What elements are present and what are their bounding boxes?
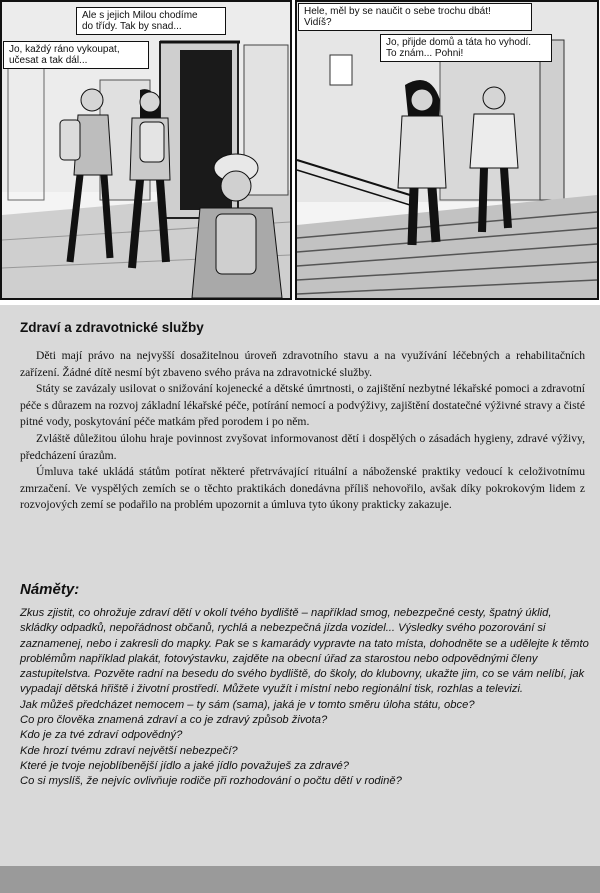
section-title: Zdraví a zdravotnické služby <box>20 320 204 335</box>
speech-bubble: Ale s jejich Milou chodíme do třídy. Tak by snad... <box>76 7 226 35</box>
question: Jak můžeš předcházet nemocem – ty sám (sama), jaká je v tomto směru úloha státu, obce? <box>20 698 475 711</box>
question: Které je tvoje nejoblíbenější jídlo a jaké jídlo považuješ za zdravé? <box>20 759 349 772</box>
paragraph: Státy se zavázaly usilovat o snižování kojenecké a dětské úmrtnosti, o zajištění nezbytné lékařské pomoci a zdravotní péče s důrazem na rozvoj základní lékařské péče, potírání nemocí a podvýživy, zajištění dostatečné výživné stravy a čisté pitné vody, poskytování péče matkám před porodem i po něm. <box>20 382 585 429</box>
question: Kde hrozí tvému zdraví největší nebezpečí? <box>20 744 238 757</box>
bottom-bar <box>0 866 600 893</box>
paragraph: Úmluva také ukládá státům potírat některé přetrvávající rituální a náboženské praktiky vedoucí k celoživotnímu zmrzačení. Ve vyspělých zemích se o těchto praktikách donedávna příliš nehovořilo, avšak díky pokrokovým lidem z rozvojových zemí se podařilo na problém upozornit a úmluva tyto úkony prakticky zakazuje. <box>20 465 585 512</box>
speech-bubble: Jo, přijde domů a táta ho vyhodí. To znám... Pohni! <box>380 34 552 62</box>
section-body <box>20 348 585 514</box>
question: Kdo je za tvé zdraví odpovědný? <box>20 729 183 742</box>
paragraph: Děti mají právo na nejvyšší dosažitelnou úroveň zdravotního stavu a na využívání léčebných a rehabilitačních zařízení. Žádné dítě nesmí být zbaveno svého práva na zdravotnické služby. <box>20 349 585 379</box>
paragraph: Zvláště důležitou úlohu hraje povinnost zvyšovat informovanost dětí i dospělých o zásadách hygieny, zdravé výživy, předcházení úrazům. <box>20 431 585 462</box>
namety-intro: Zkus zjistit, co ohrožuje zdraví dětí v okolí tvého bydliště – například smog, nebezpečné cesty, špatný úklid, skládky odpadků, nepořádnost občanů, rychlá a nebezpečná jízda vozidel... Výsledky svého pozorování si zaznamenej, nebo i zakresli do mapky. Pak se s kamarády vypravte na tato místa, dohodněte se a udělejte k těmto problémům například plakát, fotovýstavku, zajděte na obecní úřad za starostou nebo odpovědnými členy zastupitelstva. Pozvěte radní na besedu do svého bydliště, do školy, do klubovny, ukažte jim, co se vám nelíbí, jak vypadají dětská hřiště i životní prostředí. Můžete využít i místní nebo regionální tisk, rozhlas a televizi. <box>20 607 589 696</box>
question: Co pro člověka znamená zdraví a co je zdravý způsob života? <box>20 714 328 727</box>
question: Co si myslíš, že nejvíc ovlivňuje rodiče při rozhodování o počtu dětí v rodině? <box>20 775 402 788</box>
namety-title: Náměty: <box>20 581 80 598</box>
comic-strip <box>0 0 600 303</box>
namety-body <box>20 606 590 790</box>
speech-bubble: Jo, každý ráno vykoupat, učesat a tak dál... <box>3 41 149 69</box>
speech-bubble: Hele, měl by se naučit o sebe trochu dbát! Vidíš? <box>298 3 532 31</box>
